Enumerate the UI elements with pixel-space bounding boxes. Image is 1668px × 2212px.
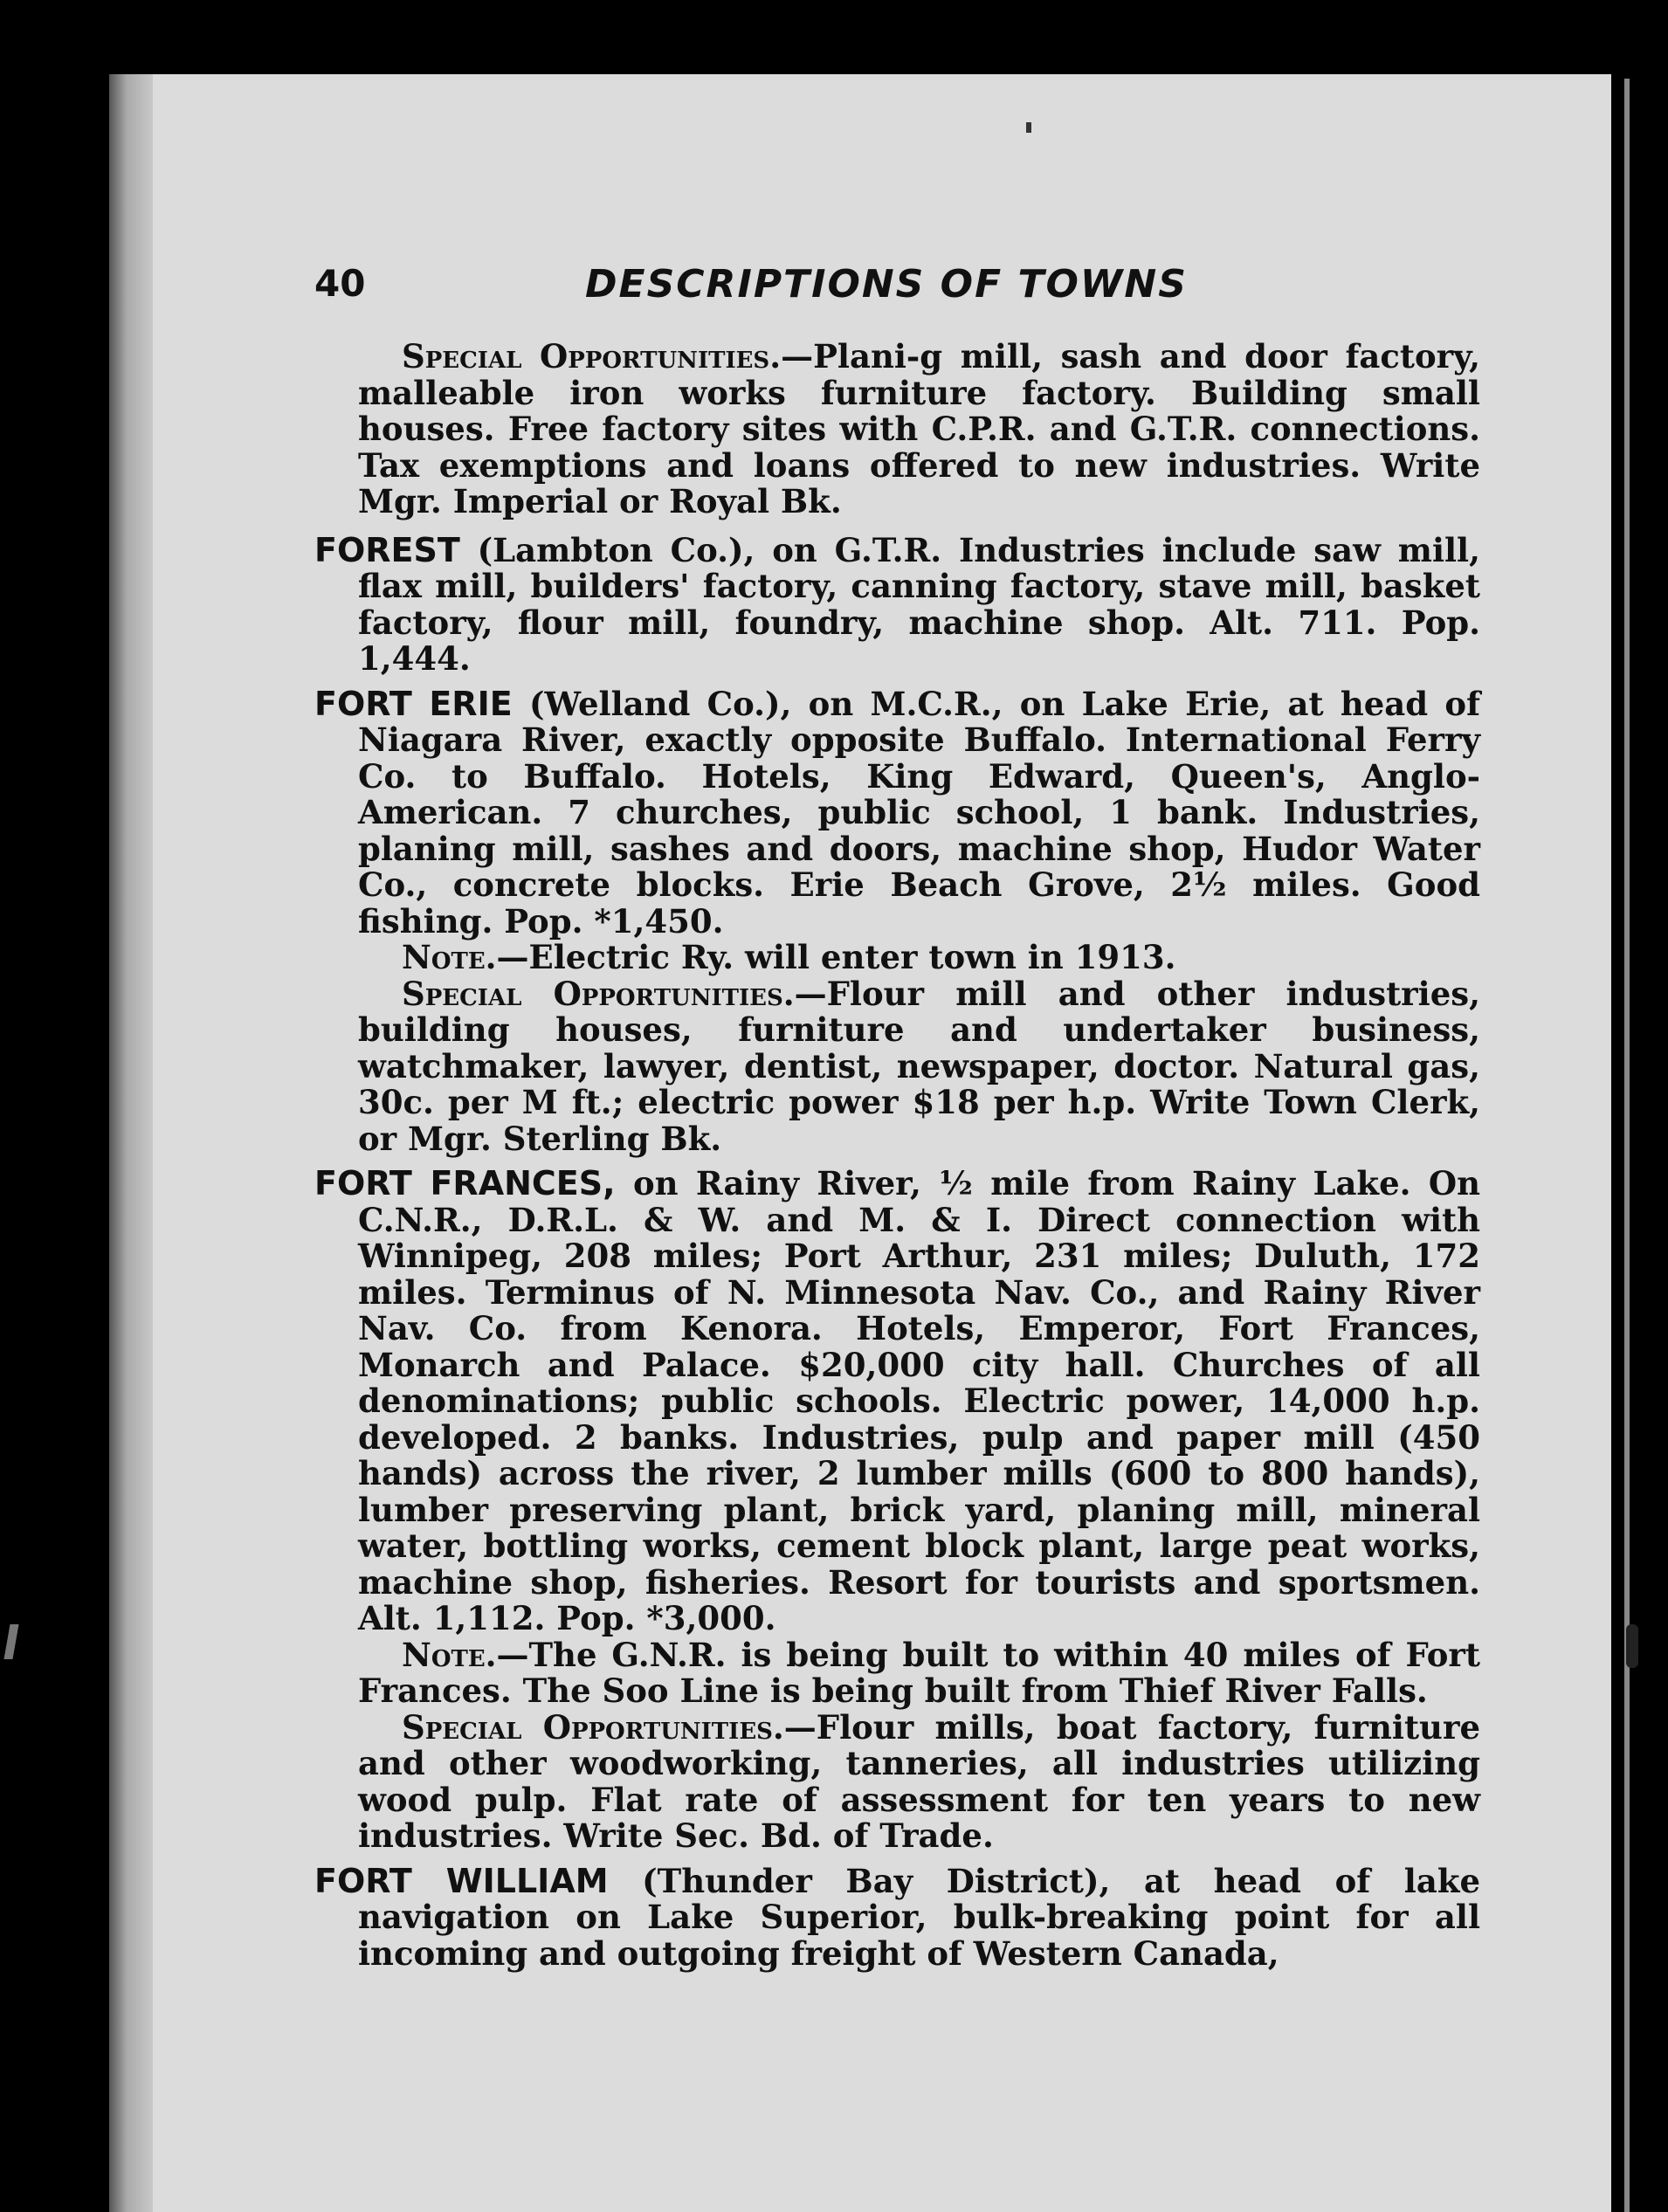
town-name: FOREST <box>314 530 460 569</box>
note-text: —The G.N.R. is being built to within 40 miles of Fort Frances. The Soo Line is being built from Thief River Falls. <box>358 1635 1480 1710</box>
special-opportunities <box>314 976 1480 1158</box>
facing-page-gap <box>1611 74 1668 2212</box>
entry-text: (Welland Co.), on M.C.R., on Lake Erie, at head of Niagara River, exactly opposite Buffalo. International Ferry Co. to Buffalo. Hotels, King Edward, Queen's, Anglo-American. 7 churches, public school, 1 bank. Industries, planing mill, sashes and doors, machine shop, Hudor Water Co., concrete blocks. Erie Beach Grove, 2½ miles. Good fishing. Pop. *1,450. <box>358 684 1480 941</box>
special-label: Special Opportunities. <box>402 337 782 376</box>
running-head <box>314 262 1480 323</box>
note-label: Note. <box>402 1635 497 1674</box>
entry-fort-frances <box>314 1166 1480 1637</box>
special-label: Special Opportunities. <box>402 974 795 1013</box>
note-label: Note. <box>402 938 497 976</box>
note-text: —Electric Ry. will enter town in 1913. <box>496 938 1176 976</box>
special-text: —Flour mills, boat factory, furniture and other woodworking, tanneries, all industries utilizing wood pulp. Flat rate of assessment for ten years to new industries. Write Sec. Bd. of Trade. <box>358 1707 1480 1855</box>
entry-fort-erie <box>314 686 1480 941</box>
note <box>314 1637 1480 1710</box>
scan-artifact-right <box>1626 1624 1638 1668</box>
special-opportunities <box>314 1707 1480 1855</box>
special-text: —Flour mill and other industries, building houses, furniture and undertaker business, watchmaker, lawyer, dentist, newspaper, doctor. Natural gas, 30c. per M ft.; electric power $18 per h.p. Write Town Clerk, or Mgr. Sterling Bk. <box>358 974 1480 1158</box>
facing-page-edge <box>1624 79 1630 2212</box>
entry-forest <box>314 530 1480 678</box>
town-name: FORT FRANCES, <box>314 1164 616 1202</box>
entry-text: (Lambton Co.), on G.T.R. Industries include saw mill, flax mill, builders' factory, canning factory, stave mill, basket factory, flour mill, foundry, machine shop. Alt. 711. Pop. 1,444. <box>358 530 1480 678</box>
note <box>314 940 1480 976</box>
special-label: Special Opportunities. <box>402 1707 784 1747</box>
page-text <box>314 262 1480 1981</box>
entry-text: on Rainy River, ½ mile from Rainy Lake. On C.N.R., D.R.L. & W. and M. & I. Direct connection with Winnipeg, 208 miles; Port Arthur, 231 miles; Duluth, 172 miles. Terminus of N. Minnesota Nav. Co., and Rainy River Nav. Co. from Kenora. Hotels, Emperor, Fort Frances, Monarch and Palace. $20,000 city hall. Churches of all denominations; public schools. Electric power, 14,000 h.p. developed. 2 banks. Industries, pulp and paper mill (450 hands) across the river, 2 lumber mills (600 to 800 hands), lumber preserving plant, brick yard, planing mill, mineral water, bottling works, cement block plant, large peat works, machine shop, fisheries. Resort for tourists and sportsmen. Alt. 1,112. Pop. *3,000. <box>358 1164 1481 1637</box>
running-title: DESCRIPTIONS OF TOWNS <box>585 262 1188 307</box>
continued-special-opportunities <box>314 339 1480 520</box>
entry-text: (Thunder Bay District), at head of lake navigation on Lake Superior, bulk-breaking point for all incoming and outgoing freight of Western Canada, <box>358 1861 1480 1973</box>
book-spine <box>109 74 153 2212</box>
page-number: 40 <box>314 262 366 305</box>
ink-speck <box>1026 122 1031 133</box>
town-name: FORT WILLIAM <box>314 1861 609 1900</box>
town-name: FORT ERIE <box>314 684 513 723</box>
entry-fort-william <box>314 1861 1480 1973</box>
special-text: —Plani-g mill, sash and door factory, malleable iron works furniture factory. Building small houses. Free factory sites with C.P.R. and G.T.R. connections. Tax exemptions and loans offered to new industries. Write Mgr. Imperial or Royal Bk. <box>358 337 1480 520</box>
